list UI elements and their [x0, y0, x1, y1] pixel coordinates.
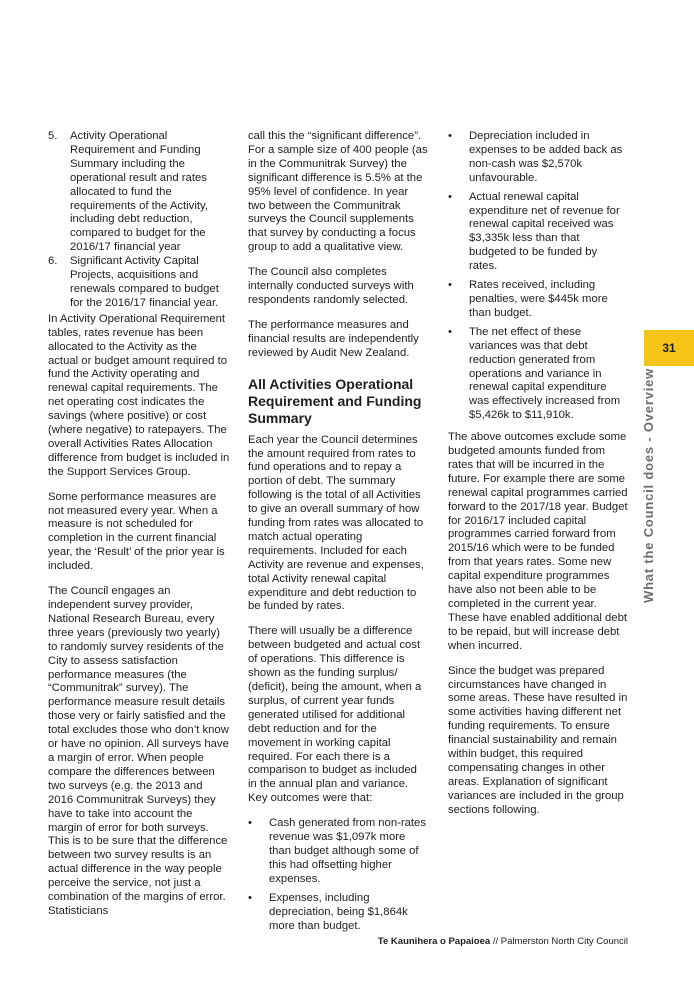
list-number: 5.	[48, 130, 58, 142]
list-item-text: Rates received, including penalties, were $445k more than budget.	[469, 279, 608, 319]
list-item	[248, 892, 428, 934]
bullet-icon: •	[248, 891, 252, 904]
bullet-icon: •	[448, 325, 452, 338]
paragraph: The Council also completes internally conducted surveys with respondents randomly selected.	[248, 266, 414, 306]
list-item-text: Actual renewal capital expenditure net of revenue for renewal capital received was $3,335k less than that budgeted to be funded by rates.	[469, 190, 620, 273]
bullet-list	[448, 130, 628, 423]
paragraph: There will usually be a difference between budgeted and actual cost of operations. This difference is shown as the funding surplus/ (deficit), being the amount, when a surplus, of current year funds generated utilised for additional debt reduction and for the movement in working capital required. For each there is a comparison to budget as included in the annual plan and variance. Key outcomes were that:	[248, 625, 422, 805]
page-number-tab	[644, 330, 694, 366]
list-item-text: Significant Activity Capital Projects, acquisitions and renewals compared to budget for the 2016/17 financial year.	[70, 255, 219, 309]
list-item-text: Expenses, including depreciation, being $1,864k more than budget.	[269, 891, 408, 932]
bullet-icon: •	[448, 279, 452, 292]
paragraph: Since the budget was prepared circumstances have changed in some areas. These have resulted in some activities having different net funding requirements. To ensure financial sustainability and remain within budget, this required compensating changes in other areas. Explanation of significant variances are included in the group sections following.	[448, 664, 628, 816]
paragraph: Some performance measures are not measured every year. When a measure is not scheduled for completion in the current financial year, the ‘Result’ of the prior year is included.	[48, 490, 225, 573]
footer-separator: //	[490, 936, 501, 947]
page-number: 31	[662, 341, 676, 355]
list-item-text: Activity Operational Requirement and Funding Summary including the operational result and rates allocated to fund the requirements of the Activity, including debt reduction, compared to budget for the 2016/17 financial year	[70, 130, 208, 254]
list-item-text: Depreciation included in expenses to be added back as non-cash was $2,570k unfavourable.	[469, 130, 623, 184]
list-item	[448, 326, 628, 423]
paragraph: The performance measures and financial results are independently reviewed by Audit New Zealand.	[248, 318, 419, 359]
paragraph: The Council engages an independent survey provider, National Research Bureau, every three years (previously two yearly) to randomly survey residents of the City to assess satisfaction performance measures (the “Communitrak” survey). The performance measure result details those very or fairly satisfied and the total excludes those who don’t know or have no opinion. All surveys have a margin of error. When people compare the differences between two surveys (e.g. the 2013 and 2016 Communitrak Surveys) they have to take into account the margin of error for both surveys. This is to be sure that the difference between two survey results is an actual difference in the way people perceive the service, not just a combination of the margins of error. Statisticians	[48, 585, 229, 917]
bullet-list	[248, 817, 428, 933]
section-heading: All Activities Operational Requirement and Funding Summary	[248, 375, 422, 426]
list-item	[48, 130, 230, 255]
column-1	[48, 130, 230, 930]
bullet-icon: •	[448, 130, 452, 142]
list-item-text: The net effect of these variances was that debt reduction generated from operations and variance in renewal capital expenditure was effectively increased from $5,426k to $11,910k.	[469, 325, 621, 422]
footer-council-name: Palmerston North City Council	[500, 936, 628, 947]
paragraph: In Activity Operational Requirement tables, rates revenue has been allocated to the Activity as the actual or budget amount required to fund the Activity operating and renewal capital requirements. The net operating cost indicates the savings (where positive) or cost (where negative) to ratepayers. The overall Activities Rates Allocation difference from budget is included in the Support Services Group.	[48, 312, 230, 478]
numbered-list	[48, 130, 230, 311]
side-title: What the Council does - Overview	[641, 367, 656, 603]
bullet-icon: •	[248, 817, 252, 830]
list-item	[448, 279, 628, 321]
footer-maori-name: Te Kaunihera o Papaioea	[377, 936, 491, 947]
bullet-icon: •	[448, 190, 452, 203]
paragraph: The above outcomes exclude some budgeted amounts funded from rates that will be incurred in the future. For example there are some renewal capital programmes carried forward to the 2017/18 year. Budget for 2016/17 included capital programmes carried forward from 2015/16 which were to be funded from that years rates. Some new capital expenditure programmes have also not been able to be completed in the current year. These have enabled additional debt to be repaid, but will increase debt when incurred.	[448, 431, 628, 652]
paragraph: Each year the Council determines the amount required from rates to fund operations and to repay a portion of debt. The summary following is the total of all Activities to give an overall summary of how funding from rates was allocated to match actual operating requirements. Included for each Activity are revenue and expenses, total Activity renewal capital expenditure and debt reduction to be funded by rates.	[248, 433, 424, 613]
list-number: 6.	[48, 255, 58, 268]
column-3	[448, 130, 628, 829]
list-item	[448, 130, 628, 186]
list-item	[448, 191, 628, 274]
list-item	[48, 255, 230, 311]
list-item	[248, 817, 428, 887]
footer	[378, 936, 628, 947]
list-item-text: Cash generated from non-rates revenue was $1,097k more than budget although some of this had offsetting higher expenses.	[269, 817, 426, 885]
side-title-container	[637, 367, 661, 603]
paragraph: call this the “significant difference”. For a sample size of 400 people (as in the Communitrak Survey) the significant difference is 5.5% at the 95% level of confidence. In year two between the Communitrak surveys the Council supplements that survey by conducting a focus group to add a qualitative view.	[248, 130, 428, 254]
column-2	[248, 130, 428, 941]
